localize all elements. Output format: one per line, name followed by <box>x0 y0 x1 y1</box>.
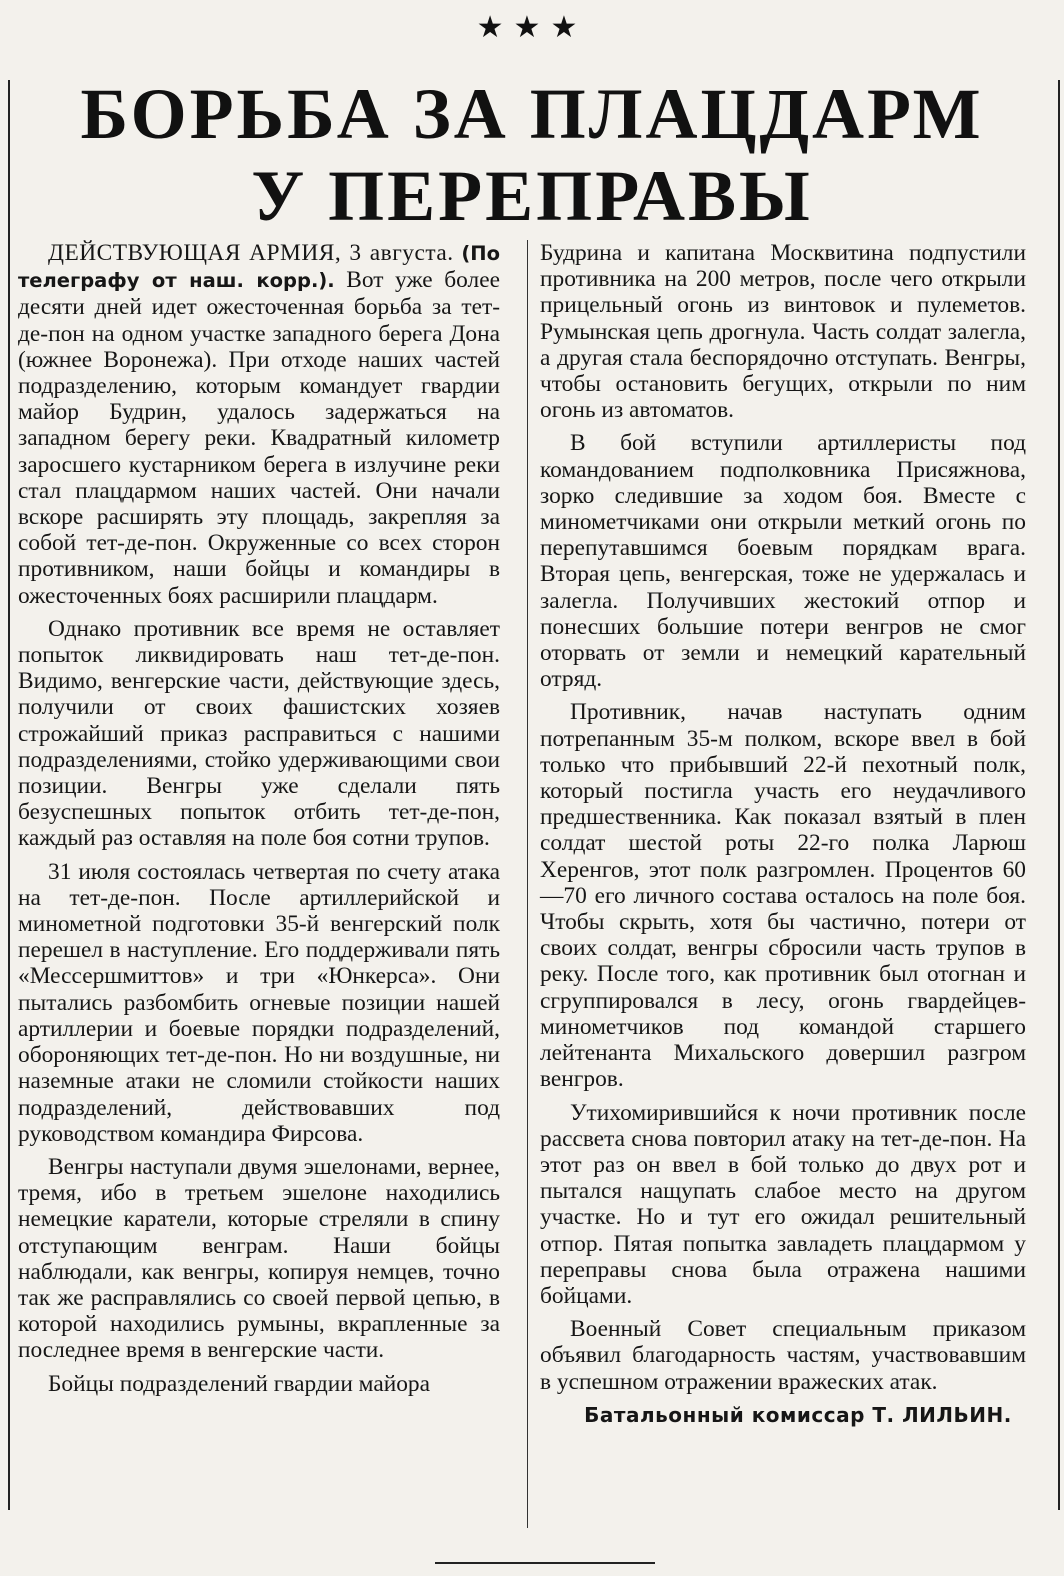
column-divider <box>527 240 528 1528</box>
paragraph-3: 31 июля состоялась четвертая по счету атака на тет-де-пон. После артиллерийской и минометной подготовки 35-й венгерский полк перешел в наступление. Его поддерживали пять «Мессершмиттов» и три «Юнкерса». Они пытались разбомбить огневые позиции нашей артиллерии и боевые порядки подразделений, обороняющих тет-де-пон. Но ни воздушные, ни наземные атаки не сломили стойкости наших подразделений, действовавших под руководством командира Фирсова. <box>18 858 500 1147</box>
frame-rule-left <box>8 80 10 1510</box>
headline-line-2: У ПЕРЕПРАВЫ <box>251 156 813 236</box>
bottom-rule <box>435 1562 655 1564</box>
article-column-left <box>18 240 500 1536</box>
paragraph-5-continued: Будрина и капитана Москвитина подпустили противника на 200 метров, после чего открыли прицельный огонь из винтовок и пулеметов. Румынская цепь дрогнула. Часть солдат залегла, а другая стала беспорядочно отступать. Венгры, чтобы остановить бегущих, открыли по ним огонь из автоматов. <box>540 240 1026 424</box>
paragraph-9: Военный Совет специальным приказом объявил благодарность частям, участвовавшим в успешном отражении вражеских атак. <box>540 1316 1026 1395</box>
paragraph-7: Противник, начав наступать одним потрепанным 35-м полком, вскоре ввел в бой только что прибывший 22-й пехотный полк, который постигла участь его неудачливого предшественника. Как показал взятый в плен солдат шестой роты 22-го полка Ларюш Херенгов, этот полк разгромлен. Процентов 60—70 его личного состава осталось на поле боя. Чтобы скрыть, хотя бы частично, потери от своих солдат, венгры сбросили часть трупов в реку. После того, как противник был отогнан и сгруппировался в лесу, огонь гвардейцев-минометчиков под командой старшего лейтенанта Михальского довершил разгром венгров. <box>540 699 1026 1093</box>
headline-line-1: БОРЬБА ЗА ПЛАЦДАРМ <box>80 74 984 154</box>
article-column-right <box>540 240 1026 1536</box>
dateline: ДЕЙСТВУЮЩАЯ АРМИЯ, 3 августа. <box>48 240 454 266</box>
paragraph-5-start: Бойцы подразделений гвардии майора <box>48 1370 430 1397</box>
ornament-stars: ★★★ <box>476 10 588 45</box>
headline <box>0 74 1064 236</box>
frame-rule-right <box>1058 80 1060 1510</box>
paragraph-6: В бой вступили артиллеристы под командованием подполковника Присяжнова, зорко следившие за ходом боя. Вместе с минометчиками они открыли меткий огонь по перепутавшимся боевым порядкам врага. Вторая цепь, венгерская, тоже не удержалась и залегла. Получивших жестокий отпор и понесших большие потери венгров не смог оторвать от земли и немецкий карательный отряд. <box>540 430 1026 693</box>
paragraph-1-text: Вот уже более десяти дней идет ожесточенная борьба за тет-де-пон на одном участке западного берега Дона (южнее Воронежа). При отходе наших частей подразделению, которым командует гвардии майор Будрин, удалось задержаться на западном берегу реки. Квадратный километр заросшего кустарником берега в излучине реки стал плацдармом наших частей. Они начали вскоре расширять эту площадь, закрепляя за собой тет-де-пон. Окруженные со всех сторон противником, наши бойцы и командиры в ожесточенных боях расширили плацдарм. <box>18 267 500 609</box>
paragraph-8: Утихомирившийся к ночи противник после рассвета снова повторил атаку на тет-де-пон. На этот раз он ввел в бой только до двух рот и пытался нащупать слабое место на другом участке. Но и тут его ожидал решительный отпор. Пятая попытка завладеть плацдармом у переправы снова была отражена нашими бойцами. <box>540 1099 1026 1309</box>
paragraph-1 <box>18 240 500 609</box>
source-credit: (По телеграфу от наш. корр.). <box>18 242 500 293</box>
paragraph-2: Однако противник все время не оставляет попыток ликвидировать наш тет-де-пон. Видимо, венгерские части, действующие здесь, получили от своих фашистских хозяев строжайший приказ расправиться с нашими подразделениями, стойко удерживающими свои позиции. Венгры уже сделали пять безуспешных попыток отбить тет-де-пон, каждый раз оставляя на поле боя сотни трупов. <box>18 615 500 852</box>
paragraph-4: Венгры наступали двумя эшелонами, вернее, тремя, ибо в третьем эшелоне находились немецкие каратели, которые стреляли в спину отступающим венграм. Наши бойцы наблюдали, как венгры, копируя немцев, точно так же расправлялись со своей первой цепью, в которой находились румыны, вкрапленные за последнее время в венгерские части. <box>18 1153 500 1364</box>
author-signature: Батальонный комиссар Т. ЛИЛЬИН. <box>584 1402 1012 1427</box>
